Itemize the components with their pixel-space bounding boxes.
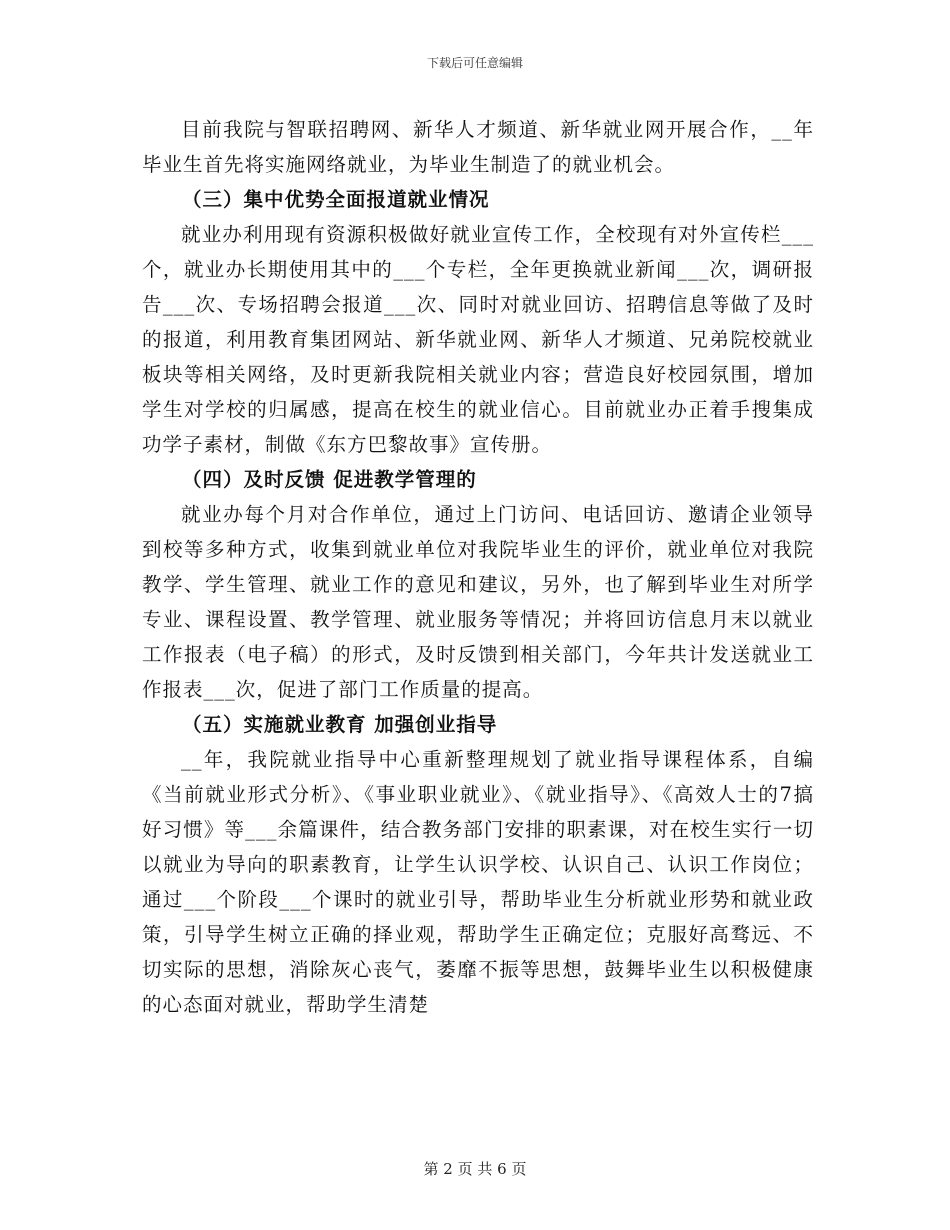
body-paragraph: 目前我院与智联招聘网、新华人才频道、新华就业网开展合作，__年毕业生首先将实施网络就业，为毕业生制造了的就业机会。	[142, 118, 814, 176]
body-paragraph: 就业办利用现有资源积极做好就业宣传工作，全校现有对外宣传栏___个，就业办长期使用其中的___个专栏，全年更换就业新闻___次，调研报告___次、专场招聘会报道___次、同时对就业回访、招聘信息等做了及时的报道，利用教育集团网站、新华就业网、新华人才频道、兄弟院校就业板块等相关网络，及时更新我院相关就业内容；营造良好校园氛围，增加学生对学校的归属感，提高在校生的就业信心。目前就业办正着手搜集成功学子素材，制做《东方巴黎故事》宣传册。	[142, 223, 814, 456]
body-paragraph: 就业办每个月对合作单位，通过上门访问、电话回访、邀请企业领导到校等多种方式，收集到就业单位对我院毕业生的评价，就业单位对我院教学、学生管理、就业工作的意见和建议，另外，也了解到毕业生对所学专业、课程设置、教学管理、就业服务等情况；并将回访信息月末以就业工作报表（电子稿）的形式，及时反馈到相关部门，今年共计发送就业工作报表___次，促进了部门工作质量的提高。	[142, 503, 814, 701]
document-body	[142, 112, 814, 1022]
section-heading: （四）及时反馈 促进教学管理的	[182, 468, 477, 491]
section-heading: （五）实施就业教育 加强创业指导	[182, 713, 498, 736]
page-footer: 第 2 页 共 6 页	[423, 1160, 527, 1178]
page-header: 下载后可任意编辑	[426, 56, 523, 70]
body-paragraph: __年，我院就业指导中心重新整理规划了就业指导课程体系，自编《当前就业形式分析》、《事业职业就业》、《就业指导》、《高效人士的7搞好习惯》等___余篇课件，结合教务部门安排的职素课，对在校生实行一切以就业为导向的职素教育，让学生认识学校、认识自己、认识工作岗位；通过___个阶段___个课时的就业引导，帮助毕业生分析就业形势和就业政策，引导学生树立正确的择业观，帮助学生正确定位；克服好高骛远、不切实际的思想，消除灰心丧气，萎靡不振等思想，鼓舞毕业生以积极健康的心态面对就业，帮助学生清楚	[142, 748, 814, 1016]
section-heading: （三）集中优势全面报道就业情况	[182, 188, 490, 211]
